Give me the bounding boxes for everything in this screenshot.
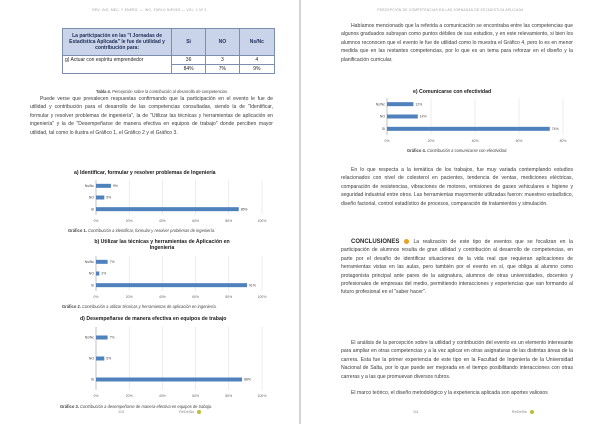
chart1-tick-label: 20% xyxy=(125,219,133,223)
chart4-tick-label: 20% xyxy=(427,139,435,143)
table4-count-si: 36 xyxy=(172,56,206,65)
chart2-tick-label: 100% xyxy=(257,295,267,299)
chart3-tick-label: 100% xyxy=(257,394,267,398)
chart1-value-label: 86% xyxy=(240,207,248,212)
chart1-category-label: NO xyxy=(88,195,94,200)
conclusions-bullet-icon xyxy=(404,239,409,244)
table4-row-label: g) Actuar con espíritu emprendedor xyxy=(63,56,172,74)
right-folio xyxy=(413,410,534,414)
chart3-value-label: 7% xyxy=(109,335,115,340)
chart4-category-label: Ns/Nc xyxy=(375,102,385,107)
chart2-category-label: NO xyxy=(88,271,94,276)
table4-caption-label: Tabla 4. xyxy=(96,89,111,94)
chart2-value-label: 2% xyxy=(101,271,107,276)
chart2-tick-label: 0% xyxy=(93,295,99,299)
chart2-tick-label: 40% xyxy=(159,295,166,299)
table4-col-si: Si xyxy=(172,29,206,56)
table4-pct-si: 84% xyxy=(172,65,206,74)
chart2-caption-text: Contribución a utilizar técnicas y herramientas de aplicación en ingeniería. xyxy=(80,304,217,309)
chart2 xyxy=(80,254,270,300)
chart1-caption xyxy=(68,228,215,233)
chart3-caption-text: Contribución a desempeñarse de manera efectiva en equipos de trabajo. xyxy=(78,404,213,409)
table4-pct-no: 7% xyxy=(206,65,240,74)
right-folio-brand: ReDeSis xyxy=(511,410,527,414)
left-page-number: 110 xyxy=(118,410,125,414)
right-paragraph-3-text: La realización de este tipo de eventos que se focalizan en la participación de alumnos resulta de gran utilidad y contribución al desarrollo de competencias, en parte por el desafío de identificar situaciones de la vida real que requieran aplicaciones de herramientas vistas en las aulas, pero también por el evento en sí, que obliga al alumno como protagonista principal ante pares de la asignatura, alumnos de otras universidades, docentes y profesionales de empresas del medio, permitiendo interacciones y experiencias que van formando al futuro profesional en el "saber hacer". xyxy=(341,239,573,296)
chart3-bar-si xyxy=(96,378,242,382)
chart3-tick-label: 20% xyxy=(125,394,133,398)
chart4-caption-label: Gráfico 4. xyxy=(407,148,426,153)
left-folio xyxy=(118,410,201,414)
chart1-tick-label: 40% xyxy=(159,219,166,223)
chart1-value-label: 9% xyxy=(112,184,118,189)
right-page-number: 111 xyxy=(413,410,419,414)
chart1-category-label: Ns/Nc xyxy=(84,184,94,189)
chart4-bar-si xyxy=(387,127,550,131)
chart4-value-label: 74% xyxy=(551,127,559,132)
chart3-bar-no xyxy=(96,357,104,361)
chart2-caption-label: Gráfico 2. xyxy=(62,304,81,309)
chart2-bar-no xyxy=(96,272,99,276)
right-paragraph-1: Habíamos mencionado que la referida a comunicación se encontraba entre las competencias que algunos graduados subrayan como puntos débiles de sus estudios, y en este relevamiento, si bien los alumnos reconocen que el evento le fue de utilidad como lo muestra el Gráfico 4, pero lo es en menor medida que en las restantes competencias, por lo que es un tema para reforzar en el diseño y la planificación curricular. xyxy=(341,23,573,63)
chart1-bar-no xyxy=(96,196,104,200)
chart1-category-label: Si xyxy=(90,207,94,212)
chart4-tick-label: 60% xyxy=(515,139,523,143)
chart4-caption xyxy=(407,148,507,153)
chart2-bar-nsnc xyxy=(96,260,108,264)
chart4-category-label: Si xyxy=(381,127,385,132)
right-paragraph-3 xyxy=(341,238,573,297)
table4-pct-nsnc: 9% xyxy=(239,65,274,74)
chart4-tick-label: 0% xyxy=(384,139,390,143)
left-folio-brand: ReDeSis xyxy=(179,410,195,414)
chart3 xyxy=(80,325,270,399)
chart1-tick-label: 0% xyxy=(93,219,99,223)
chart4 xyxy=(371,96,571,144)
chart1-caption-label: Gráfico 1. xyxy=(68,228,87,233)
chart3-caption-label: Gráfico 3. xyxy=(60,404,79,409)
table4-count-nsnc: 4 xyxy=(239,56,274,65)
chart4-caption-text: Contribución a comunicarse con efectividad. xyxy=(425,148,508,153)
chart1-tick-label: 100% xyxy=(257,219,267,223)
chart3-category-label: Ns/Nc xyxy=(84,335,94,340)
table-4 xyxy=(62,28,275,74)
chart1-bar-nsnc xyxy=(96,184,111,188)
chart3-value-label: 5% xyxy=(106,356,112,361)
chart2-category-label: Ns/Nc xyxy=(84,260,94,265)
chart4-tick-label: 40% xyxy=(471,139,479,143)
chart1-caption-text: Contribución a identificar, formular y resolver problemas de ingeniería. xyxy=(86,228,216,233)
chart3-category-label: NO xyxy=(88,356,94,361)
chart4-value-label: 12% xyxy=(415,102,423,107)
table4-count-no: 3 xyxy=(206,56,240,65)
right-page xyxy=(301,0,600,424)
chart2-value-label: 91% xyxy=(249,283,256,288)
conclusions-heading: CONCLUSIONES xyxy=(351,239,400,245)
table4-caption-text: Percepción sobre la contribución al desarrollo de competencias. xyxy=(110,89,229,94)
left-running-head: REV. ING. MEC. Y ENERG. — ING. ZURLO NIEVES — VOL. 1 Nº 2 xyxy=(92,8,207,12)
chart3-caption xyxy=(60,404,212,409)
left-paragraph: Puede verse que prevalecen respuestas confirmando que la participación en el evento le fue de utilidad y contribución para el desarrollo de las competencias consultadas, siendo la de "Identificar, formular y resolver problemas de ingeniería", la de "Utilizar las técnicas y herramientas de aplicación en ingeniería" y la de "Desempeñarse de manera efectiva en equipos de trabajo" donde perciben mayor utilidad, tal como lo ilustra el Gráfico 1, el Gráfico 2 y el Gráfico 3. xyxy=(30,96,273,136)
table4-col-no: NO xyxy=(206,29,240,56)
right-paragraph-2: En lo que respecta a la temática de los trabajos, fue muy variada contemplando estudios relacionados con nivel de colesterol en pacientes, tendencia de ventas, mediciones eléctricas, comparación de resistencias, vibraciones de motores, emisiones de gases vehiculares e higiene y seguridad industrial entre otros. Las herramientas mayormente utilizadas fueron: muestreo estadístico, diseño factorial, control estadístico de procesos, comparación de tratamientos y simulación. xyxy=(341,167,573,207)
right-folio-dot-icon xyxy=(530,410,534,414)
chart2-tick-label: 80% xyxy=(225,295,233,299)
chart3-bar-nsnc xyxy=(96,336,108,340)
chart3-value-label: 88% xyxy=(244,377,251,382)
chart4-bar-nsnc xyxy=(387,102,413,106)
chart2-bar-si xyxy=(96,283,247,287)
chart4-category-label: NO xyxy=(379,114,385,119)
chart3-category-label: Si xyxy=(90,377,94,382)
left-page xyxy=(0,0,299,424)
chart1-bar-si xyxy=(96,207,239,211)
right-paragraph-4: El análisis de la percepción sobre la utilidad y contribución del evento es un elemento interesante para ampliar en otras competencias y a la vez aplicar en otras asignaturas de las distintas áreas de la carrera. Esta fue la primer experiencia de este tipo en la Facultad de Ingeniería de la Universidad Nacional de Salta, por lo que puede ser mejorada en el tiempo posibilitando interacciones con otras carreras y a las que promuevan diversos rubros. xyxy=(341,340,573,380)
chart2-title: b) Utilizar las técnicas y herramientas de Aplicación en Ingeniería xyxy=(94,239,230,251)
right-paragraph-5: El marco teórico, el diseño metodológico y la experiencia aplicada son aportes valiosos xyxy=(351,390,548,396)
chart3-title: d) Desempeñarse de manera efectiva en equipos de trabajo xyxy=(80,316,227,322)
chart3-tick-label: 80% xyxy=(225,394,233,398)
chart4-tick-label: 80% xyxy=(559,139,567,143)
chart4-bar-no xyxy=(387,115,418,119)
chart3-tick-label: 40% xyxy=(159,394,166,398)
chart1-tick-label: 80% xyxy=(225,219,233,223)
table4-col-nsnc: Ns/Nc xyxy=(239,29,274,56)
table4-header: La participación en las "I Jornadas de Estadística Aplicada" le fue de utilidad y contribución para: xyxy=(63,29,172,56)
chart2-category-label: Si xyxy=(90,283,94,288)
chart4-title: e) Comunicarse con efectividad xyxy=(413,89,492,95)
chart2-tick-label: 60% xyxy=(192,295,199,299)
chart1-title: a) Identificar, formular y resolver problemas de Ingeniería xyxy=(74,170,216,176)
chart2-caption xyxy=(62,304,217,309)
chart2-tick-label: 20% xyxy=(125,295,133,299)
chart1-tick-label: 60% xyxy=(192,219,199,223)
chart3-tick-label: 0% xyxy=(93,394,99,398)
chart3-tick-label: 60% xyxy=(192,394,199,398)
left-folio-dot-icon xyxy=(197,410,201,414)
chart1 xyxy=(80,178,270,224)
table4-caption xyxy=(96,89,228,94)
chart4-value-label: 14% xyxy=(419,114,427,119)
right-running-head: PERCEPCIÓN DE COMPETENCIAS EN LAS JORNADAS DE ESTADÍSTICA APLICADA xyxy=(377,8,524,12)
chart1-value-label: 5% xyxy=(106,195,112,200)
chart2-value-label: 7% xyxy=(109,260,115,265)
